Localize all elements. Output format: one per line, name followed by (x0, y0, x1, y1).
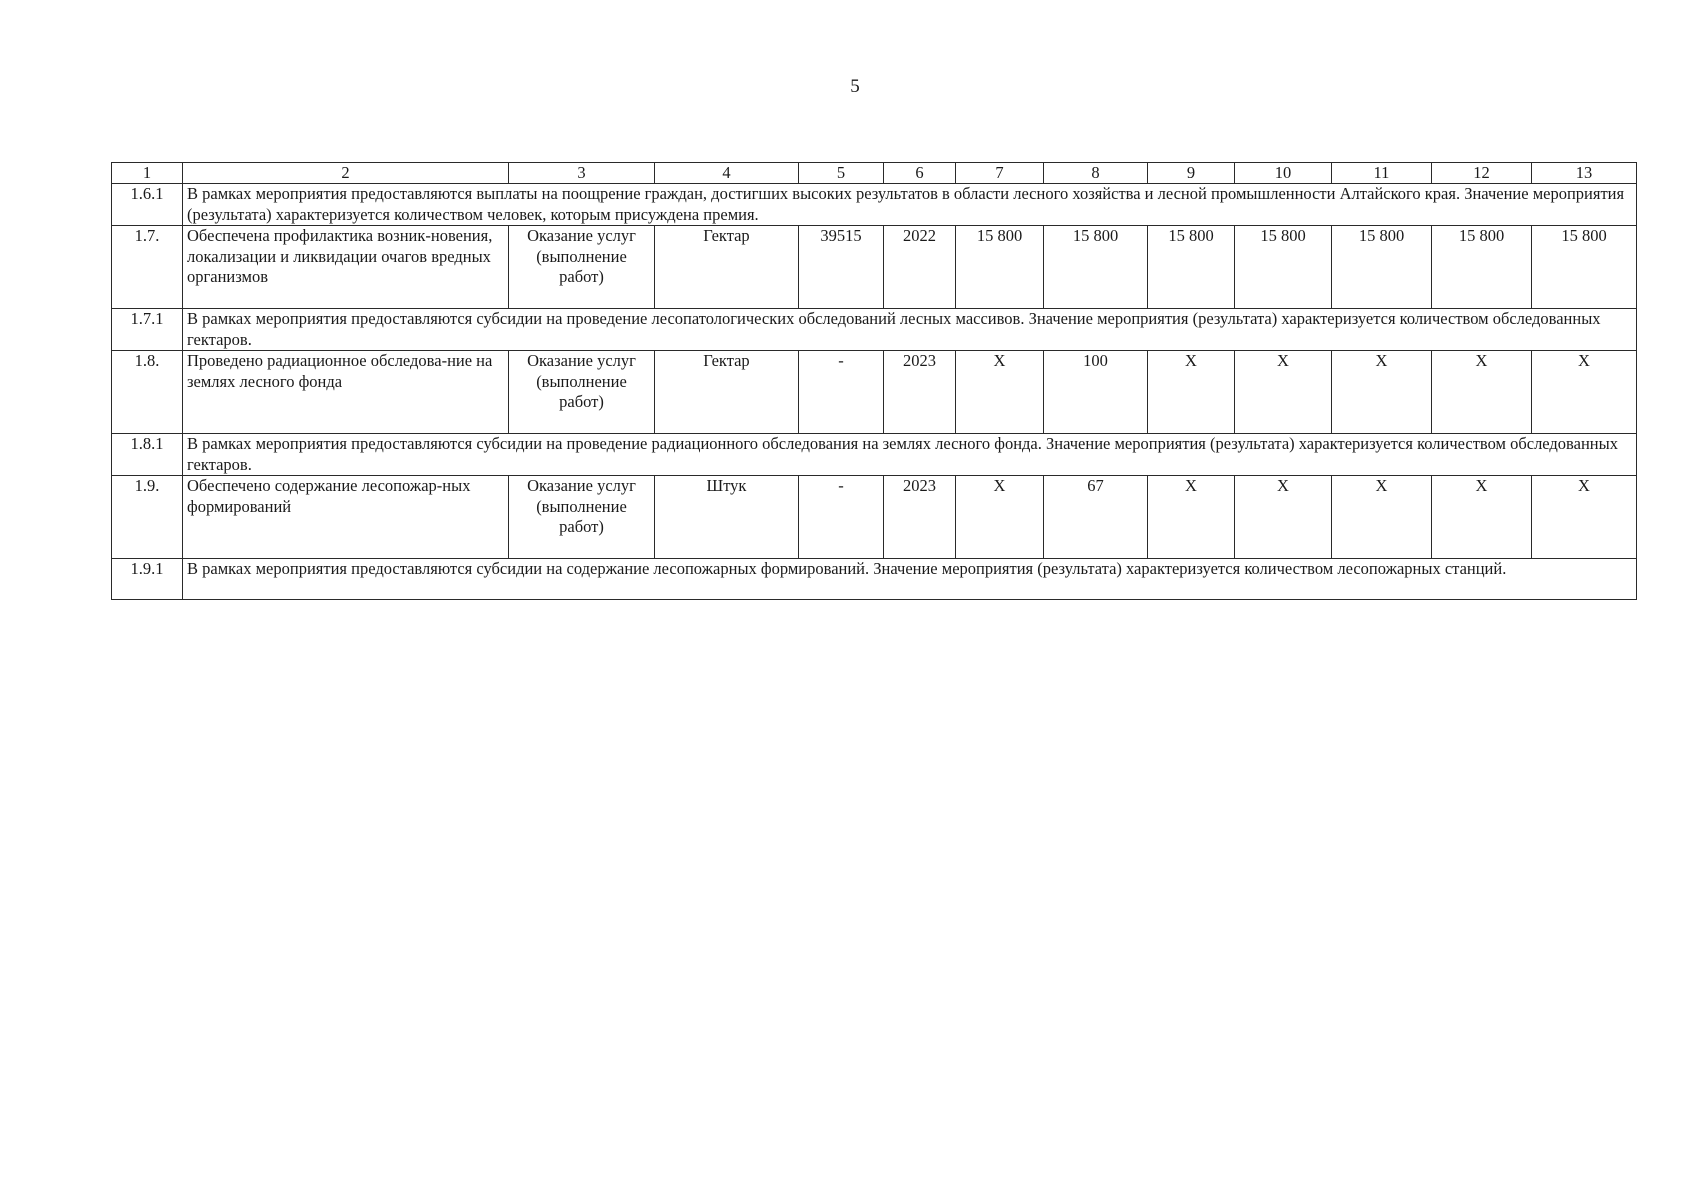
value-col-9: 15 800 (1148, 226, 1235, 309)
measures-table (111, 162, 1637, 600)
column-header: 5 (799, 163, 884, 184)
measure-kind: Оказание услуг (выполнение работ) (509, 226, 655, 309)
base-year: 2023 (884, 351, 956, 434)
value-col-13: 15 800 (1532, 226, 1637, 309)
row-description: В рамках мероприятия предоставляются субсидии на проведение лесопатологических обследований лесных массивов. Значение мероприятия (результата) характеризуется количеством обследованных гектаров. (183, 309, 1637, 351)
value-col-7: 15 800 (956, 226, 1044, 309)
value-col-9: X (1148, 476, 1235, 559)
value-col-8: 15 800 (1044, 226, 1148, 309)
column-header: 7 (956, 163, 1044, 184)
value-col-12: X (1432, 351, 1532, 434)
column-header: 4 (655, 163, 799, 184)
base-value: - (799, 476, 884, 559)
row-description: В рамках мероприятия предоставляются субсидии на содержание лесопожарных формирований. Значение мероприятия (результата) характеризуется количеством лесопожарных станций. (183, 559, 1637, 600)
row-number: 1.7.1 (112, 309, 183, 351)
table-row (112, 351, 1637, 434)
column-header: 11 (1332, 163, 1432, 184)
value-col-11: 15 800 (1332, 226, 1432, 309)
measure-kind: Оказание услуг (выполнение работ) (509, 351, 655, 434)
row-number: 1.6.1 (112, 184, 183, 226)
unit: Гектар (655, 351, 799, 434)
table-row (112, 226, 1637, 309)
unit: Штук (655, 476, 799, 559)
measure-name: Проведено радиационное обследова-ние на землях лесного фонда (183, 351, 509, 434)
base-value: 39515 (799, 226, 884, 309)
column-header: 1 (112, 163, 183, 184)
value-col-13: X (1532, 476, 1637, 559)
row-number: 1.8.1 (112, 434, 183, 476)
column-header: 13 (1532, 163, 1637, 184)
row-number: 1.9. (112, 476, 183, 559)
row-number: 1.8. (112, 351, 183, 434)
value-col-8: 67 (1044, 476, 1148, 559)
unit: Гектар (655, 226, 799, 309)
base-year: 2023 (884, 476, 956, 559)
column-header: 3 (509, 163, 655, 184)
value-col-11: X (1332, 476, 1432, 559)
row-number: 1.9.1 (112, 559, 183, 600)
value-col-10: 15 800 (1235, 226, 1332, 309)
column-header: 2 (183, 163, 509, 184)
column-header: 8 (1044, 163, 1148, 184)
row-description: В рамках мероприятия предоставляются выплаты на поощрение граждан, достигших высоких результатов в области лесного хозяйства и лесной промышленности Алтайского края. Значение мероприятия (результата) характеризуется количеством человек, которым присуждена премия. (183, 184, 1637, 226)
table-row (112, 434, 1637, 476)
column-header: 12 (1432, 163, 1532, 184)
value-col-13: X (1532, 351, 1637, 434)
measure-name: Обеспечена профилактика возник-новения, локализации и ликвидации очагов вредных организмов (183, 226, 509, 309)
column-header: 6 (884, 163, 956, 184)
value-col-10: X (1235, 476, 1332, 559)
table-row (112, 309, 1637, 351)
value-col-11: X (1332, 351, 1432, 434)
measure-name: Обеспечено содержание лесопожар-ных формирований (183, 476, 509, 559)
value-col-7: X (956, 351, 1044, 434)
column-header: 10 (1235, 163, 1332, 184)
value-col-12: 15 800 (1432, 226, 1532, 309)
value-col-7: X (956, 476, 1044, 559)
value-col-8: 100 (1044, 351, 1148, 434)
column-header: 9 (1148, 163, 1235, 184)
table-row (112, 184, 1637, 226)
column-number-row (112, 163, 1637, 184)
value-col-12: X (1432, 476, 1532, 559)
row-number: 1.7. (112, 226, 183, 309)
base-value: - (799, 351, 884, 434)
page-number: 5 (850, 76, 860, 97)
value-col-10: X (1235, 351, 1332, 434)
value-col-9: X (1148, 351, 1235, 434)
row-description: В рамках мероприятия предоставляются субсидии на проведение радиационного обследования на землях лесного фонда. Значение мероприятия (результата) характеризуется количеством обследованных гектаров. (183, 434, 1637, 476)
measure-kind: Оказание услуг (выполнение работ) (509, 476, 655, 559)
table-row (112, 476, 1637, 559)
base-year: 2022 (884, 226, 956, 309)
table-row (112, 559, 1637, 600)
